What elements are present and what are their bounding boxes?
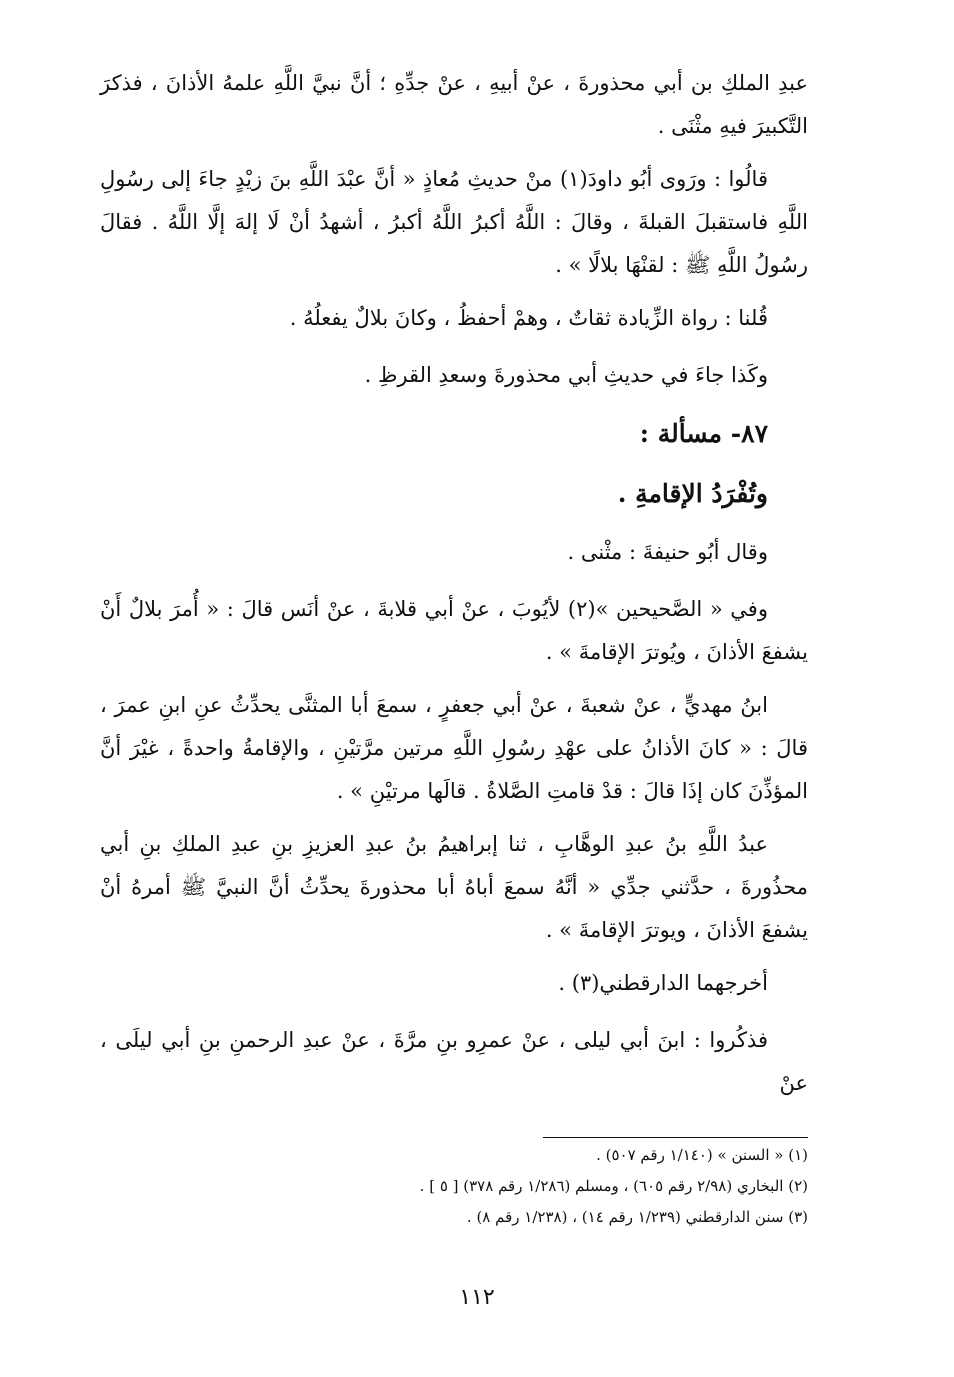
paragraph-8: عبدُ اللَّهِ بنُ عبدِ الوهَّابِ ، ثنا إبراهيمُ بنُ عبدِ العزيزِ بنِ عبدِ الملكِ بنِ أبي محذُورةَ ، حدَّثني جدِّي « أنَّهُ سمعَ أباهُ أبا محذورةَ يحدِّثُ أنَّ النبيَّ ﷺ أمرهُ أنْ يشفعَ الأذانَ ، ويوترَ الإقامةَ » . xyxy=(100,832,808,942)
main-text xyxy=(100,62,808,1115)
paragraph-4: وكَذا جاءَ في حديثِ أبي محذورةَ وسعدِ القرظِ . xyxy=(364,363,768,387)
paragraph-3: قُلنا : رواة الزِّيادة ثقاتٌ ، وهمْ أحفظُ ، وكانَ بلالٌ يفعلُهُ . xyxy=(289,306,768,330)
paragraph-5: وقال أبُو حنيفةَ : مثْنى . xyxy=(567,540,768,564)
paragraph-7: ابنُ مهديٍّ ، عنْ شعبةَ ، عنْ أبي جعفرٍ ، سمعَ أبا المثنَّى يحدِّثُ عنِ ابنِ عمرَ ، قالَ : « كانَ الأذانُ على عهْدِ رسُولِ اللَّهِ مرتين مرَّتيْنِ ، والإقامةُ واحدةً ، غيْرَ أنَّ المؤذِّنَ كان إذَا قالَ : قدْ قامتِ الصَّلاةُ . قالَها مرتيْنِ » . xyxy=(100,693,808,803)
paragraph-6: وفي « الصَّحيحين »(٢) لأيُوبَ ، عنْ أبي قلابةَ ، عنْ أنَس قالَ : « أُمرَ بلالٌ أَنْ يشفعَ الأذانَ ، ويُوترَ الإقامةَ » . xyxy=(100,597,808,664)
footnote-2: (٢) البخاري (٢/٩٨ رقم ٦٠٥) ، ومسلم (١/٢٨٦ رقم ٣٧٨) [ ٥ ] . xyxy=(419,1177,808,1195)
footnote-3: (٣) سنن الدارقطني (١/٢٣٩ رقم ١٤) ، (١/٢٣٨ رقم ٨) . xyxy=(466,1208,808,1226)
paragraph-2: قالُوا : ورَوى أبُو داودَ(١) منْ حديثِ مُعاذٍ « أنَّ عبْدَ اللَّهِ بنَ زيْدٍ جاءَ إلى رسُولِ اللَّهِ فاستقبلَ القبلةَ ، وقالَ : اللَّهُ أكبرُ اللَّهُ أكبرُ ، أشهدُ أنْ لَا إلهَ إلَّا اللَّهُ . فقالَ رسُولُ اللَّهِ ﷺ : لقنْهَا بلالًا » . xyxy=(100,167,808,277)
paragraph-10: فذكُروا : ابنَ أبي ليلى ، عنْ عمرِو بنِ مرَّةَ ، عنْ عبدِ الرحمنِ بنِ أبي ليلَى ، عنْ xyxy=(100,1028,808,1095)
footnotes xyxy=(100,1140,808,1233)
section-heading: ٨٧- مسألة : xyxy=(639,419,768,448)
page-number: ١١٢ xyxy=(459,1285,495,1310)
footnote-divider xyxy=(543,1137,808,1138)
paragraph-9: أخرجهما الدارقطني(٣) . xyxy=(558,971,768,995)
paragraph-1: عبدِ الملكِ بن أبي محذورةَ ، عنْ أبيهِ ، عنْ جدِّهِ ؛ أنَّ نبيَّ اللَّهِ علمهُ الأذانَ ، فذكرَ التَّكبيرَ فيهِ مثْنَى . xyxy=(100,71,808,138)
footnote-1: (١) « السنن » (١/١٤٠ رقم ٥٠٧) . xyxy=(596,1146,808,1164)
issue-statement: وتُفْرَدُ الإقامةِ . xyxy=(617,479,768,508)
